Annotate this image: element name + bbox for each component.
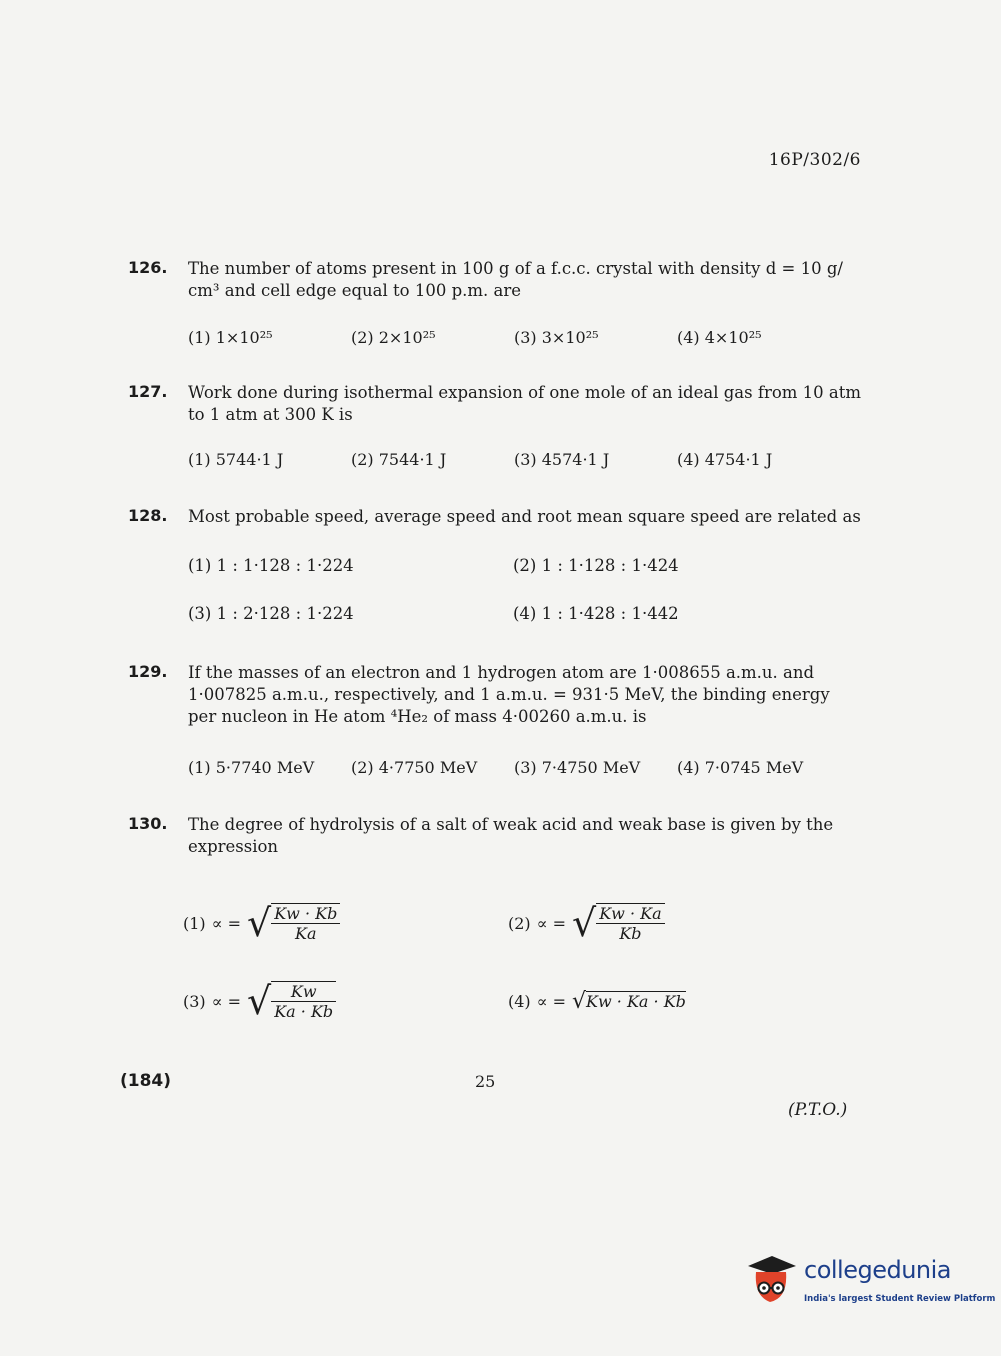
fraction-denominator: Ka · Kb	[274, 1002, 334, 1021]
square-root: √Kw · Ka · Kb	[572, 988, 686, 1014]
option-label: (1)	[183, 913, 206, 933]
option-3	[183, 979, 508, 1023]
booklet-count: (184)	[120, 1071, 172, 1091]
please-turn-over: (P.T.O.)	[788, 1100, 848, 1120]
option-4	[508, 989, 833, 1014]
question-text: If the masses of an electron and 1 hydrogen atom are 1·008655 a.m.u. and 1·007825 a.m.u., respectively, and 1 a.m.u. = 931·5 MeV, the binding energy per nucleon in He atom ⁴He₂ of mass 4·00260 a.m.u. is	[188, 663, 830, 726]
question-text: Work done during isothermal expansion of one mole of an ideal gas from 10 atm to 1 atm at 300 K is	[188, 383, 862, 424]
option-1: (1) 5744·1 J	[188, 450, 284, 469]
square-root: √ $\frac{Kw \cdot Ka}{Kb}$	[572, 901, 665, 945]
question-text: Most probable speed, average speed and root mean square speed are related as	[188, 507, 861, 526]
question-number: 126.	[128, 258, 168, 277]
option-label: (3)	[183, 991, 206, 1011]
option-1: (1) 1×10²⁵	[188, 328, 273, 347]
option-2: (2) 4·7750 MeV	[351, 758, 478, 777]
options	[188, 450, 848, 469]
option-3: (3) 3×10²⁵	[514, 328, 599, 347]
question-text: The number of atoms present in 100 g of a f.c.c. crystal with density d = 10 g/ cm³ and cell edge equal to 100 p.m. are	[188, 259, 843, 300]
fraction-numerator: Kw	[271, 982, 336, 1002]
square-root: √ $\frac{Kw \cdot Kb}{Ka}$	[247, 901, 340, 945]
question-number: 128.	[128, 506, 168, 525]
fraction-numerator: Kw · Ka	[596, 904, 664, 924]
option-2: (2) 1 : 1·128 : 1·424	[513, 556, 679, 575]
page-number: 25	[475, 1072, 496, 1091]
question-text: The degree of hydrolysis of a salt of weak acid and weak base is given by the expression	[188, 815, 834, 856]
question-129	[128, 662, 863, 777]
question-number: 127.	[128, 382, 168, 401]
alpha-lhs: ∝ =	[536, 913, 566, 933]
option-2: (2) 7544·1 J	[351, 450, 447, 469]
square-root: √ $\frac{Kw}{Ka \cdot Kb}$	[247, 979, 336, 1023]
question-126	[128, 258, 863, 347]
question-number: 129.	[128, 662, 168, 681]
question-128	[128, 506, 863, 623]
option-label: (4)	[508, 991, 531, 1011]
options	[183, 884, 863, 1040]
option-2: (2) 2×10²⁵	[351, 328, 436, 347]
alpha-lhs: ∝ =	[536, 991, 566, 1011]
alpha-lhs: ∝ =	[211, 913, 241, 933]
option-3: (3) 4574·1 J	[514, 450, 610, 469]
option-4: (4) 4754·1 J	[677, 450, 773, 469]
paper-code: 16P/302/6	[768, 150, 861, 170]
fraction-denominator: Kb	[619, 924, 642, 943]
option-3: (3) 7·4750 MeV	[514, 758, 641, 777]
option-4: (4) 7·0745 MeV	[677, 758, 804, 777]
option-1: (1) 5·7740 MeV	[188, 758, 315, 777]
option-1: (1) 1 : 1·128 : 1·224	[188, 556, 354, 575]
option-2	[508, 901, 833, 945]
question-number: 130.	[128, 814, 168, 833]
option-4: (4) 4×10²⁵	[677, 328, 762, 347]
options	[188, 328, 848, 347]
collegedunia-logo	[742, 1252, 996, 1312]
options	[188, 758, 848, 777]
fraction-denominator: Ka	[295, 924, 317, 943]
fraction-numerator: Kw · Kb	[271, 904, 340, 924]
logo-name: collegedunia	[804, 1256, 952, 1284]
option-3: (3) 1 : 2·128 : 1·224	[188, 604, 354, 623]
option-4: (4) 1 : 1·428 : 1·442	[513, 604, 679, 623]
question-127	[128, 382, 863, 469]
radical-expression: Kw · Ka · Kb	[586, 992, 686, 1011]
options	[188, 556, 868, 652]
mascot-icon	[742, 1252, 800, 1310]
option-label: (2)	[508, 913, 531, 933]
alpha-lhs: ∝ =	[211, 991, 241, 1011]
option-1	[183, 901, 508, 945]
logo-tagline: India's largest Student Review Platform	[804, 1294, 996, 1304]
